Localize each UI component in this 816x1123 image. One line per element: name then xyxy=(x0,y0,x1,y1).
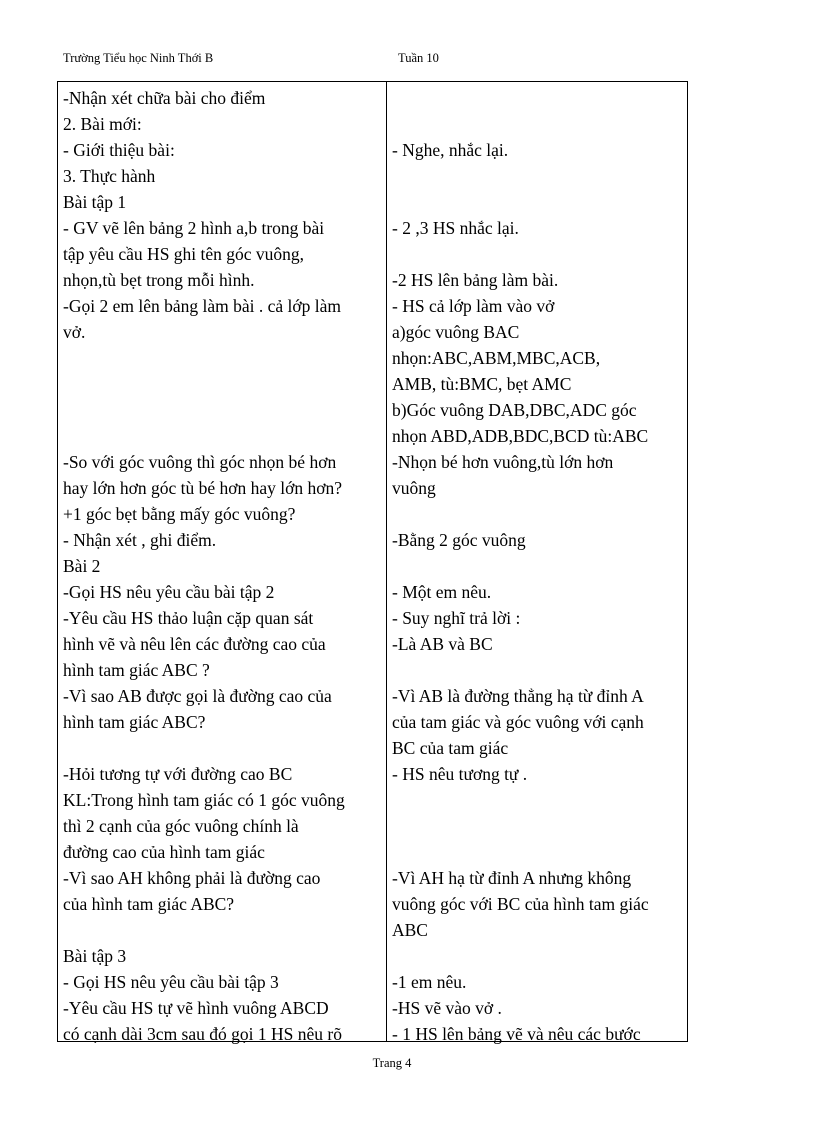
student-activity-line xyxy=(392,657,684,683)
student-activity-line: -2 HS lên bảng làm bài. xyxy=(392,270,559,290)
header-week: Tuần 10 xyxy=(398,51,439,65)
student-activity-line: -Nhọn bé hơn vuông,tù lớn hơn xyxy=(392,452,614,472)
student-activity-line: b)Góc vuông DAB,DBC,ADC góc xyxy=(392,400,637,420)
teacher-activity-line: hình tam giác ABC ? xyxy=(63,660,210,680)
student-activity-line xyxy=(392,943,684,969)
student-activity-line xyxy=(392,241,684,267)
student-activity-line: -Vì AB là đường thẳng hạ từ đỉnh A xyxy=(392,686,644,706)
student-activity-line: vuông xyxy=(392,478,436,498)
student-activity-line: - Một em nêu. xyxy=(392,582,492,602)
student-activity-line xyxy=(392,189,684,215)
student-activity-line: AMB, tù:BMC, bẹt AMC xyxy=(392,374,572,394)
teacher-activity-line: -So với góc vuông thì góc nhọn bé hơn xyxy=(63,452,337,472)
teacher-activity-line: -Yêu cầu HS thảo luận cặp quan sát xyxy=(63,608,314,628)
teacher-activity-line: hình vẽ và nêu lên các đường cao của xyxy=(63,634,326,654)
teacher-activity-line: - Giới thiệu bài: xyxy=(63,140,175,160)
teacher-activity-line: - GV vẽ lên bảng 2 hình a,b trong bài xyxy=(63,218,325,238)
teacher-activity-line: - Nhận xét , ghi điểm. xyxy=(63,530,217,550)
student-activity-line: ABC xyxy=(392,920,428,940)
teacher-activity-line: - Gọi HS nêu yêu cầu bài tập 3 xyxy=(63,972,279,992)
student-activity-line xyxy=(392,85,684,111)
student-activity-line xyxy=(392,787,684,813)
teacher-activity-line: -Gọi 2 em lên bảng làm bài . cả lớp làm xyxy=(63,296,341,316)
student-activity-line: nhọn:ABC,ABM,MBC,ACB, xyxy=(392,348,601,368)
teacher-activity-line: hay lớn hơn góc tù bé hơn hay lớn hơn? xyxy=(63,478,343,498)
teacher-activity-line: đường cao của hình tam giác xyxy=(63,842,265,862)
student-activity-line: -1 em nêu. xyxy=(392,972,467,992)
student-activity-line: a)góc vuông BAC xyxy=(392,322,520,342)
teacher-activity-line: của hình tam giác ABC? xyxy=(63,894,235,914)
student-activity-line: - HS nêu tương tự . xyxy=(392,764,528,784)
lesson-table xyxy=(57,81,688,1042)
student-activity-line: vuông góc với BC của hình tam giác xyxy=(392,894,649,914)
header-school: Trường Tiểu học Ninh Thới B xyxy=(63,51,214,65)
teacher-activity-line: Bài 2 xyxy=(63,556,101,576)
student-activity-line: - HS cả lớp làm vào vở xyxy=(392,296,555,316)
student-activity-line: nhọn ABD,ADB,BDC,BCD tù:ABC xyxy=(392,426,649,446)
teacher-activity-line: Bài tập 1 xyxy=(63,192,127,212)
student-activity-line: -HS vẽ vào vở . xyxy=(392,998,502,1018)
teacher-activity-line xyxy=(63,735,385,761)
teacher-activity-line: -Nhận xét chữa bài cho điểm xyxy=(63,88,266,108)
student-activity-line: - 2 ,3 HS nhắc lại. xyxy=(392,218,519,238)
student-activity-line: - 1 HS lên bảng vẽ và nêu các bước xyxy=(392,1024,641,1044)
student-activity-line: - Nghe, nhắc lại. xyxy=(392,140,509,160)
teacher-activity-line: có cạnh dài 3cm sau đó gọi 1 HS nêu rõ xyxy=(63,1024,342,1044)
column-divider xyxy=(386,82,387,1041)
student-activity-line xyxy=(392,553,684,579)
student-activity-line: của tam giác và góc vuông với cạnh xyxy=(392,712,644,732)
teacher-activity-line: tập yêu cầu HS ghi tên góc vuông, xyxy=(63,244,305,264)
teacher-activity-line: 3. Thực hành xyxy=(63,166,156,186)
teacher-activity-line: +1 góc bẹt bằng mấy góc vuông? xyxy=(63,504,296,524)
student-activity-line: -Là AB và BC xyxy=(392,634,493,654)
page-number: Trang 4 xyxy=(372,1056,412,1070)
student-activity-line xyxy=(392,501,684,527)
student-activity-line xyxy=(392,813,684,839)
teacher-activity-line: -Gọi HS nêu yêu cầu bài tập 2 xyxy=(63,582,275,602)
teacher-activity-line: nhọn,tù bẹt trong mỗi hình. xyxy=(63,270,255,290)
teacher-activities-column xyxy=(63,85,385,1047)
student-activity-line xyxy=(392,111,684,137)
teacher-activity-line xyxy=(63,917,385,943)
teacher-activity-line: -Vì sao AB được gọi là đường cao của xyxy=(63,686,332,706)
teacher-activity-line: Bài tập 3 xyxy=(63,946,127,966)
student-activity-line: - Suy nghĩ trả lời : xyxy=(392,608,521,628)
teacher-activity-line: thì 2 cạnh của góc vuông chính là xyxy=(63,816,299,836)
teacher-activity-line: vở. xyxy=(63,322,86,342)
teacher-activity-line: hình tam giác ABC? xyxy=(63,712,206,732)
student-activity-line: BC của tam giác xyxy=(392,738,509,758)
student-activities-column xyxy=(392,85,684,1047)
student-activity-line: -Vì AH hạ từ đỉnh A nhưng không xyxy=(392,868,632,888)
teacher-activity-line: -Vì sao AH không phải là đường cao xyxy=(63,868,321,888)
teacher-activity-line xyxy=(63,423,385,449)
teacher-activity-line xyxy=(63,345,385,371)
student-activity-line: -Bằng 2 góc vuông xyxy=(392,530,526,550)
teacher-activity-line xyxy=(63,397,385,423)
teacher-activity-line: 2. Bài mới: xyxy=(63,114,142,134)
teacher-activity-line xyxy=(63,371,385,397)
teacher-activity-line: KL:Trong hình tam giác có 1 góc vuông xyxy=(63,790,345,810)
student-activity-line xyxy=(392,163,684,189)
student-activity-line xyxy=(392,839,684,865)
teacher-activity-line: -Yêu cầu HS tự vẽ hình vuông ABCD xyxy=(63,998,329,1018)
teacher-activity-line: -Hỏi tương tự với đường cao BC xyxy=(63,764,293,784)
